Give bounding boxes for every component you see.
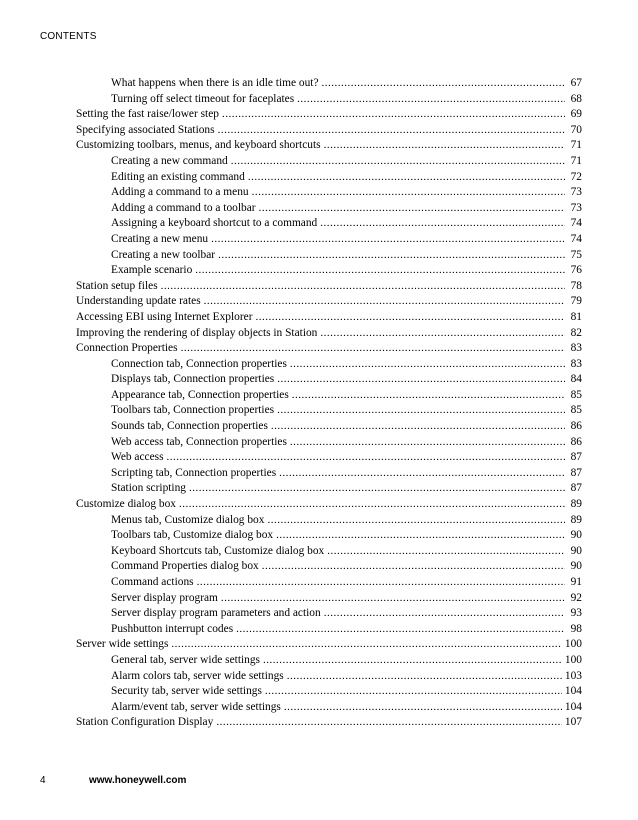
toc-leader-dots <box>248 170 565 186</box>
toc-entry[interactable] <box>76 326 582 342</box>
toc-entry[interactable] <box>76 154 582 170</box>
running-header: CONTENTS <box>40 31 97 42</box>
toc-leader-dots <box>211 232 565 248</box>
toc-leader-dots <box>290 357 565 373</box>
toc-entry[interactable] <box>76 76 582 92</box>
toc-entry-title: What happens when there is an idle time out? <box>111 77 319 89</box>
toc-leader-dots <box>161 279 565 295</box>
toc-entry-page: 74 <box>570 232 582 245</box>
toc-entry-title: Appearance tab, Connection properties <box>111 388 289 401</box>
toc-leader-dots <box>195 263 565 279</box>
toc-entry[interactable] <box>76 123 582 139</box>
toc-entry-title: Command actions <box>111 576 194 588</box>
toc-entry-title: Understanding update rates <box>76 295 201 308</box>
toc-entry[interactable] <box>76 700 582 716</box>
toc-entry[interactable] <box>76 388 582 404</box>
toc-entry-page: 104 <box>564 685 582 698</box>
table-of-contents <box>76 76 582 731</box>
toc-entry[interactable] <box>76 232 582 248</box>
toc-entry[interactable] <box>76 575 582 591</box>
toc-entry-page: 87 <box>570 482 582 495</box>
toc-entry[interactable] <box>76 294 582 310</box>
toc-leader-dots <box>189 481 565 497</box>
toc-entry-title: Station setup files <box>76 279 158 292</box>
toc-entry-page: 82 <box>570 326 582 339</box>
toc-entry-title: Specifying associated Stations <box>76 123 215 136</box>
toc-entry-title: Server wide settings <box>76 638 169 651</box>
toc-leader-dots <box>324 138 565 154</box>
toc-entry-page: 67 <box>570 77 582 89</box>
toc-entry[interactable] <box>76 372 582 388</box>
toc-entry-page: 100 <box>564 638 582 651</box>
toc-entry-page: 76 <box>570 264 582 277</box>
toc-entry-title: Alarm colors tab, server wide settings <box>111 669 284 682</box>
toc-entry-page: 107 <box>564 716 582 729</box>
toc-leader-dots <box>218 123 565 139</box>
toc-entry-page: 73 <box>570 186 582 199</box>
toc-leader-dots <box>204 294 565 310</box>
toc-entry-title: Example scenario <box>111 264 193 277</box>
toc-entry-page: 83 <box>570 357 582 370</box>
toc-entry[interactable] <box>76 653 582 669</box>
toc-entry[interactable] <box>76 637 582 653</box>
toc-leader-dots <box>320 216 565 232</box>
toc-entry-title: Creating a new command <box>111 154 228 167</box>
toc-entry[interactable] <box>76 341 582 357</box>
toc-entry-page: 71 <box>570 154 582 167</box>
toc-entry[interactable] <box>76 684 582 700</box>
toc-leader-dots <box>320 326 565 342</box>
toc-entry-title: General tab, server wide settings <box>111 653 260 666</box>
toc-entry-page: 70 <box>570 123 582 136</box>
toc-entry[interactable] <box>76 544 582 560</box>
toc-leader-dots <box>277 372 565 388</box>
toc-entry-title: Server display program <box>111 591 218 604</box>
toc-leader-dots <box>271 419 565 435</box>
toc-leader-dots <box>276 528 565 544</box>
toc-entry-page: 93 <box>570 607 582 620</box>
toc-entry-title: Server display program parameters and action <box>111 607 321 620</box>
toc-entry-title: Command Properties dialog box <box>111 560 259 573</box>
toc-entry-page: 86 <box>570 435 582 448</box>
toc-entry-page: 78 <box>570 279 582 292</box>
toc-entry-page: 89 <box>570 498 582 511</box>
toc-entry-page: 74 <box>570 217 582 230</box>
toc-entry[interactable] <box>76 559 582 575</box>
toc-leader-dots <box>231 154 565 170</box>
toc-entry[interactable] <box>76 669 582 685</box>
toc-entry[interactable] <box>76 185 582 201</box>
toc-entry-page: 68 <box>570 92 582 105</box>
toc-leader-dots <box>290 435 565 451</box>
toc-entry[interactable] <box>76 170 582 186</box>
toc-entry-page: 90 <box>570 544 582 557</box>
toc-entry-title: Menus tab, Customize dialog box <box>111 513 265 526</box>
toc-leader-dots <box>216 715 562 731</box>
toc-entry[interactable] <box>76 591 582 607</box>
toc-leader-dots <box>267 513 565 529</box>
toc-entry[interactable] <box>76 138 582 154</box>
toc-entry[interactable] <box>76 606 582 622</box>
toc-leader-dots <box>222 107 565 123</box>
toc-leader-dots <box>287 669 562 685</box>
toc-entry-page: 98 <box>570 622 582 635</box>
toc-leader-dots <box>252 185 565 201</box>
toc-entry[interactable] <box>76 497 582 513</box>
toc-leader-dots <box>221 591 565 607</box>
toc-leader-dots <box>324 606 565 622</box>
toc-entry-page: 100 <box>564 653 582 666</box>
toc-entry-title: Station Configuration Display <box>76 716 214 729</box>
toc-entry-title: Displays tab, Connection properties <box>111 373 275 386</box>
toc-entry-page: 87 <box>570 466 582 479</box>
toc-entry[interactable] <box>76 263 582 279</box>
toc-entry[interactable] <box>76 450 582 466</box>
toc-leader-dots <box>262 559 565 575</box>
toc-entry-page: 69 <box>570 108 582 121</box>
toc-entry-page: 79 <box>570 295 582 308</box>
toc-entry-title: Adding a command to a menu <box>111 186 249 199</box>
toc-entry[interactable] <box>76 466 582 482</box>
toc-leader-dots <box>259 201 565 217</box>
toc-entry-page: 103 <box>564 669 582 682</box>
toc-entry[interactable] <box>76 107 582 123</box>
toc-entry-page: 81 <box>570 310 582 323</box>
toc-entry[interactable] <box>76 216 582 232</box>
page-number: 4 <box>40 775 46 786</box>
toc-leader-dots <box>292 388 565 404</box>
toc-leader-dots <box>218 248 565 264</box>
toc-entry-title: Assigning a keyboard shortcut to a command <box>111 217 318 230</box>
toc-leader-dots <box>181 341 565 357</box>
toc-leader-dots <box>197 575 565 591</box>
toc-entry-title: Station scripting <box>111 482 186 495</box>
toc-entry-page: 83 <box>570 342 582 355</box>
toc-entry[interactable] <box>76 92 582 108</box>
toc-leader-dots <box>277 403 565 419</box>
toc-entry-title: Editing an existing command <box>111 170 245 183</box>
toc-entry-title: Security tab, server wide settings <box>111 685 262 698</box>
footer-url: www.honeywell.com <box>89 775 187 786</box>
toc-leader-dots <box>265 684 562 700</box>
toc-entry[interactable] <box>76 435 582 451</box>
toc-entry[interactable] <box>76 715 582 731</box>
toc-leader-dots <box>279 466 565 482</box>
toc-entry-title: Turning off select timeout for faceplates <box>111 92 295 105</box>
toc-entry[interactable] <box>76 310 582 326</box>
toc-entry-title: Toolbars tab, Customize dialog box <box>111 529 274 542</box>
toc-leader-dots <box>263 653 562 669</box>
toc-entry-title: Pushbutton interrupt codes <box>111 622 234 635</box>
toc-entry-title: Adding a command to a toolbar <box>111 201 256 214</box>
toc-entry-title: Customizing toolbars, menus, and keyboard shortcuts <box>76 139 321 152</box>
toc-entry-page: 72 <box>570 170 582 183</box>
toc-leader-dots <box>322 76 566 92</box>
toc-entry-page: 92 <box>570 591 582 604</box>
toc-entry-title: Connection tab, Connection properties <box>111 357 287 370</box>
toc-entry[interactable] <box>76 279 582 295</box>
toc-entry-title: Web access <box>111 451 164 464</box>
toc-entry-title: Web access tab, Connection properties <box>111 435 287 448</box>
toc-leader-dots <box>171 637 562 653</box>
toc-entry-page: 89 <box>570 513 582 526</box>
toc-entry-title: Keyboard Shortcuts tab, Customize dialog box <box>111 544 325 557</box>
toc-leader-dots <box>284 700 562 716</box>
toc-entry[interactable] <box>76 403 582 419</box>
toc-entry-title: Sounds tab, Connection properties <box>111 420 268 433</box>
toc-entry-title: Customize dialog box <box>76 498 176 511</box>
toc-entry[interactable] <box>76 248 582 264</box>
toc-entry-title: Toolbars tab, Connection properties <box>111 404 275 417</box>
toc-entry-page: 90 <box>570 560 582 573</box>
toc-entry-title: Alarm/event tab, server wide settings <box>111 700 281 713</box>
toc-entry-page: 85 <box>570 404 582 417</box>
toc-leader-dots <box>256 310 565 326</box>
toc-entry[interactable] <box>76 419 582 435</box>
toc-entry[interactable] <box>76 622 582 638</box>
toc-entry[interactable] <box>76 528 582 544</box>
toc-entry-page: 85 <box>570 388 582 401</box>
toc-entry-page: 104 <box>564 700 582 713</box>
toc-entry-page: 75 <box>570 248 582 261</box>
toc-leader-dots <box>167 450 565 466</box>
toc-entry-title: Connection Properties <box>76 342 178 355</box>
toc-leader-dots <box>179 497 565 513</box>
toc-entry-page: 73 <box>570 201 582 214</box>
toc-entry[interactable] <box>76 513 582 529</box>
toc-entry-page: 84 <box>570 373 582 386</box>
toc-entry[interactable] <box>76 481 582 497</box>
toc-entry-title: Accessing EBI using Internet Explorer <box>76 310 253 323</box>
toc-entry[interactable] <box>76 201 582 217</box>
toc-entry-page: 90 <box>570 529 582 542</box>
toc-leader-dots <box>236 622 565 638</box>
toc-entry-title: Improving the rendering of display objects in Station <box>76 326 318 339</box>
toc-entry-title: Setting the fast raise/lower step <box>76 108 219 121</box>
toc-leader-dots <box>327 544 565 560</box>
toc-entry-page: 71 <box>570 139 582 152</box>
toc-entry-page: 86 <box>570 420 582 433</box>
toc-entry-page: 91 <box>570 576 582 588</box>
toc-entry[interactable] <box>76 357 582 373</box>
toc-entry-title: Creating a new toolbar <box>111 248 216 261</box>
toc-leader-dots <box>297 92 565 108</box>
toc-entry-title: Scripting tab, Connection properties <box>111 466 277 479</box>
toc-entry-title: Creating a new menu <box>111 232 209 245</box>
toc-entry-page: 87 <box>570 451 582 464</box>
